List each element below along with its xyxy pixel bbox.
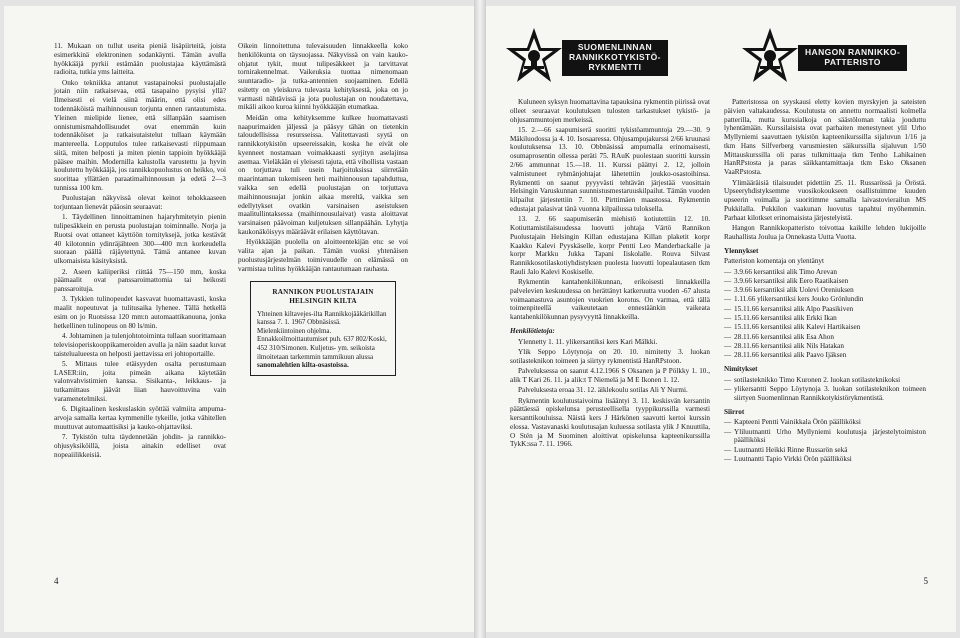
transfers-list xyxy=(724,418,926,463)
section-heading-henkilotietoja: Henkilötietoja: xyxy=(510,327,555,336)
paragraph: 11. Mukaan on tullut useita pieniä lisäpiirteitä, joista esimerkkinä elektroninen sodankäynti. Tämän avulla hyökkääjä pyrkii estämään puolustajaa käyttämästä radioita, tutkia yms laitteita. xyxy=(54,42,226,77)
badge-title-line: SUOMENLINNAN xyxy=(577,42,653,53)
list-item: — sotilasteknikko Timo Kuronen 2. luokan sotilasteknikoksi xyxy=(724,375,901,384)
list-item: — Luutnantti Heikki Rinne Russarön sekä xyxy=(724,445,848,454)
section-heading-ylennykset: Ylennykset xyxy=(724,246,759,255)
list-item: — Yliluutnantti Urho Myllyniemi koulutusja järjestelytoimiston päälliköksi xyxy=(724,427,926,445)
badge-title-line: RYKMENTTI xyxy=(588,61,642,72)
list-item: — 28.11.66 kersantiksi alik Paavo Ijäksen xyxy=(724,351,847,360)
list-item: — 28.11.66 kersantiksi alik Nils Hatakan xyxy=(724,341,844,350)
badge-title xyxy=(798,45,907,71)
badge-title xyxy=(562,40,668,75)
paragraph: Meidän oma kehityksemme kulkee huomattavasti naapurimaiden jäljessä ja pääsyy tähän on tietenkin taloudellisissa resursseissa. Valitettavasti syytä on rannikkotykistön upseereissakin, koska he eivät ole kyenneet nostamaan voimakkaasti syrjityn aselajinsa asemaa. Vieläkään ei yleisesti tajuta, että vihollista vastaan on torjuttava tuli usein harjoituksissa siirretään maarintaman tukemiseen heti maihinnousun tapahduttua, vaikka sen edellä puolustajan on torjuttava maihinnousuajat jonkin aikaa mereltä, vaikka sen edellytykset ovatkin varsinaisen aseistuksen maalitullintaksessa (maihinnousulaivat) vasta aloittavat varsinaisen päävoiman kuljetuksen sillanpäähän. Lyhytja kaukonäköisyys määräävät erilaisen käyttötavan. xyxy=(238,113,408,236)
list-item: — ylikersantti Seppo Löytynoja 3. luokan sotilasteknikon toimeen siirtyen Suomenlinnan Rannikkotykistörykmentistä. xyxy=(724,384,926,402)
paragraph: 6. Digitaalinen keskuslaskin syöttää valmiita ampuma-arvoja samalla kertaa kymmenille tykeille, jotka vähitellen muuttuvat automaattisiksi ja kauko-ohjattaviksi. xyxy=(54,405,226,431)
book-gutter xyxy=(474,0,486,638)
paragraph: 7. Tykistön tulta täydennetään johdin- ja rannikko-ohjusyksiköillä, joista ainakin edelliset ovat nopeaiilikkeisiä. xyxy=(54,433,226,459)
paragraph: 3. Tykkien tulinopeudet kasvavat huomattavasti, koska maalit nopeutuvat ja tulitusaika lyhenee. Tällä hetkellä esim on jo Ruotsissa 120 mm:n automaattikanuuna, jonka hetkellinen tulinopeus on 80 ls/min. xyxy=(54,295,226,330)
suomenlinna-regiment-badge xyxy=(502,26,668,90)
list-item: — 1.11.66 ylikersantiksi kers Jouko Grönlundin xyxy=(724,295,864,304)
paragraph: Ylennetty 1. 11. ylikersantiksi kers Kari Mälkki. xyxy=(518,337,658,346)
paragraph: Onko tekniikka antanut vastapainoksi puolustajalle jotain niin ratkaisevaa, että tasapaino pysyisi yllä? Ilmeisesti ei vielä siinä määrin, että olisi edes todennäköistä maihinnousun torjunta ennen rantautumista. Yleinen mielipide lienee, että sillanpään saamisen onnistumismahdollisuudet ovat enemmän kuin todennäköiset ja ratkaisutaistelut tullaan käymään mantereella. Lopputulos tulee ratkaisevasti riippumaan siitä, miten helposti ja miten pienin tappioin hyökkääjä pääsee maihin. Modernilla kalustolla varustettu ja hyvin koulutettu hyökkääjä, jos rannikkopuolustus on heikko, voi suorittaa yllättäen paraatimaihinnousun ja edetä 2—3 tunnissa 100 km. xyxy=(54,78,226,192)
paragraph: Rykmentin koulutustaivoima lisääntyi 3. 11. keskisvän kersantin päättäessä opiskelunsa perusteellisella tyyppikurssilla varmesti kersanttikouluissa. Näistä kers J Härkönen saavutti kertoi kurssin elossa. Vastavanaski koulutusajan kuluessa sotilasta ylik J Knuuttila, O Stén ja M Suominen aloittivat opiskelunsa kapteenikurssilla TykK:ssa 7. 11. 1966. xyxy=(510,396,710,449)
paragraph: Ylik Seppo Löytynoja on 20. 10. nimitetty 3. luokan sotilasteknikon toimeen ja siirtyy rykmentistä HanRPstoon. xyxy=(510,348,710,365)
paragraph: Oikein linnoitettuna tulevaisuuden linnakkeella koko henkilökunta on täysuojassa. Näkyvissä on vain kauko-ohjatut tykit, muut tulipesäkkeet ja tarvittavat tornirakennelmat. Vaikeuksia tuottaa nimenomaan suuntaradio- ja tutka-antennien suojaaminen. Edellä esitetty on yleiskuva tulevasta kehityksestä, joka on jo varmasti nähtävissä ja jota puolustajan on noudatettava, mikäli aikoo kuroa kiinni hyökkääjän etumatkaa. xyxy=(238,42,408,112)
box-title xyxy=(257,288,389,306)
paragraph: 4. Johtaminen ja tulenjohtotoiminta tullaan suorittamaan televisioperiskooppikameroiden avulla ja näin saadut kuvat taistelualueesta on helposti jaettavissa eri johtoportaille. xyxy=(54,332,226,358)
appointments-list xyxy=(724,376,926,403)
list-item: — Kapteeni Pentti Vainikkala Örön päälliköksi xyxy=(724,418,861,427)
paragraph: Patteristossa on syyskausi eletty kovien myrskyjen ja sateisten päivien valtakaudessa. Koulutusta on annettu normaalisti kolmella patterilla, mutta kurssialkoja on säästöloman takia jouduttu lyhentämään. Kurssilaisista ovat parhaiten menestyneet ylil Urho Myllyniemi saavuttaen tykistön kapteenikurssilla sijaluvun 1/16 ja tkm Hans Silfverberg varusmiesten säikurssilla sijaluvun 1/50 Mittauskurssilla oli paras tulkmittaaja tkm Tenho Lahikainen HanRPstosta ja paras säikkantamittaaja tkm Esko Oksanen VaaRPstosta. xyxy=(724,98,926,177)
paragraph: 13. 2. 66 saapumiserän miehistö kotiutettiin 12. 10. Kotiuttamistilaisuudessa luovutti johtaja Värtö Rannikon Puolustajain Helsingin Killan edustajana Killan plaketit korpr Kaakko Kalevi Pyyskäselle, korpr Pentti Leo Manderbackalle ja korpr Markku Jukka Tapani Iiskolalle. Rouva Silvast Rannikkosotilaskotiyhdistyksen puolesta luovutti lopealautasen tkm Rauli Jalo Kalevi Koskiselle. xyxy=(510,215,710,276)
paragraph: Patteriston komentaja on ylentänyt xyxy=(724,257,825,266)
paragraph: Ylimääräisiä tilaisuudet pidettiin 25. 11. Russarössä ja Öröstä. Upseeryhdistyksemme vuosikokoukseen osallistuimme kuuden upseerin voimalla ja suoritimme samalla laivastovierailun MS Pukkilalla. Pukkilon vaakunan luovutus tapahtui myöhemmin. Parhaat kilotkset erinomaisista järjestelyistä. xyxy=(724,178,926,222)
right-column-2 xyxy=(724,98,926,464)
paragraph: Palveluksessa on saanut 4.12.1966 S Oksanen ja P Pölkky 1. 10., alik T Kari 26. 11. ja alik:t T Niemelä ja M E Ikonen 1. 12. xyxy=(510,367,710,384)
promotions-list xyxy=(724,268,926,360)
right-column-1 xyxy=(510,98,710,451)
badge-title-line: RANNIKKOTYKISTÖ- xyxy=(569,52,661,63)
list-item: — 15.11.66 kersantiksi alik Erkki Ikan xyxy=(724,313,837,322)
right-page xyxy=(486,6,956,632)
paragraph: 15. 2.—66 saapumiserä suoritti tykistöammuntoja 29.—30. 9 Mäkiluodossa ja 4. 10. Isosaaressa. Ohjusampujakurssi 2/66 kruunasi koulutuksensa 13. 10. Obbnäsissä ampumalla erinomaisesti, osumaprosentin ollessa peräti 75. RAuK puolestaan suoritti kurssin 2/66 ammunnat 15.—18. 11. Kurssi päättyi 2. 12, jolloin valmistuneet ryhmänjohtajat lähetettiin joukko-osastoihinsa. Rykmentti on saanut pyyyvästi tehtävän järjestää vuosittain Helsingin Varuskunnan suunnistusmestaruuskilpailut. Tämän vuoden kilpailut järjestettiin 7. 10. Pirttimäen maastossa. Rykmentin edustajat palasivat tänä vuonna kilpailussa tuloksella. xyxy=(510,125,710,213)
list-item: — 3.9.66 kersantiksi alik Timo Arevan xyxy=(724,267,838,276)
hanko-battery-badge xyxy=(738,26,907,90)
box-title-line-1: RANNIKON PUOLUSTAJAIN xyxy=(272,288,374,297)
page-number: 5 xyxy=(923,576,928,586)
paragraph: Palveluksesta eroaa 31. 12. äiklekoulu sotilas Ali Y Nurmi. xyxy=(518,386,688,395)
star-cannon-emblem-icon xyxy=(502,26,566,90)
badge-title-line: PATTERISTO xyxy=(824,57,881,67)
badge-title-line: HANGON RANNIKKO- xyxy=(805,47,901,58)
paragraph: 1. Täydellinen linnoittaminen hajaryhmitetyin pienin tulipesäkkein en perusta puolustajan toiminnalle. Norja ja Ruotsi ovat ottaneet käyttöön tornityksejä, jotka kestävät 40 kilotonnin ydinräjähteen 300—400 m:n korkeudella suoraan päällä räjäytettynä. Tämä antanee kuvan ulkomaisista käsityksistä. xyxy=(54,213,226,266)
box-body-emphasis: sanomalehtien kilta-osastoissa. xyxy=(257,361,349,370)
paragraph: Hyökkääjän puolella on aloitteentekijän etu: se voi valita ajan ja paikan. Tämän vuoksi yhtenäisen puolustusjärjestelmän toimivuudelle on elämässä on varmistaa tulitus hyökkääjän rantautumaan rauhasta. xyxy=(238,238,408,273)
left-column-1 xyxy=(54,42,226,461)
page-number: 4 xyxy=(54,576,59,586)
section-heading-nimitykset: Nimitykset xyxy=(724,364,758,373)
kilta-announcement-box xyxy=(250,281,396,375)
list-item: — 28.11.66 kersantiksi alik Esa Ahon xyxy=(724,332,834,341)
paragraph: Rykmentin kantahenkilökunnan, erikoisesti linnakkeilla palvelevien keskuudessa on herättänyt katkeruutta vuoden -67 alusta voimaanastuva asuntojen vuokrien korotus. On varmaa, että tällä toimenpiteellä vaikeutetaan ennestäänkin vaikeata kantahenkilökunnan pysyvyyttä linnakkeilla. xyxy=(510,278,710,322)
paragraph: Kuluneen syksyn huomattavina tapauksina rykmentin piirissä ovat olleet seuraavat koulutuksen tulosten tarkastukset tykistö- ja ohjusammuntojen merkeissä. xyxy=(510,98,710,124)
box-title-line-2: HELSINGIN KILTA xyxy=(289,297,357,306)
left-column-2 xyxy=(238,42,408,376)
paragraph: 5. Mittaus tulee etäisyyden osalta perustumaan LASER:iin, joita pimeän aikana käytetään valonvahvistimien kanssa. Sisikanta-, leikkaus- ja tutkamittaus jäävät liian hauvoittuvina vain varamenetelmiksi. xyxy=(54,359,226,403)
box-body xyxy=(257,310,389,370)
list-item: — 3.9.66 kersantiksi alik Eero Raatikaisen xyxy=(724,276,849,285)
box-body-text: Yhteinen kiltavejes-ilta Rannikkojääkärikillan kanssa 7. 1. 1967 Obbnäsissä. Mielenkiintoinen ohjelma. Ennakkoilmoittautumiset puh. 637 802/Koski, 452 310/Simonen. Kuljetus- ym. seikoista ilmoitetaan tarkemmin tammikuun alussa xyxy=(257,309,387,361)
star-cannon-emblem-icon xyxy=(738,26,802,90)
section-heading-siirrot: Siirrot xyxy=(724,407,745,416)
paragraph: 2. Aseen kaliiperiksi riittää 75—150 mm, koska päämaalit ovat panssaroimattomia tai heikosti panssaroituja. xyxy=(54,267,226,294)
list-item: — 15.11.66 kersantiksi alik Kalevi Hartikaisen xyxy=(724,323,861,332)
paragraph: Hangon Rannikkopatteristo toivottaa kaikille lehden lukijoille Rauhallista Joulua ja Onnekasta Uutta Vuotta. xyxy=(724,223,926,241)
list-item: — Luutnantti Tapio Virkki Örön päälliköksi xyxy=(724,454,852,463)
list-item: — 3.9.66 kersantiksi alik Uolevi Oreniuksen xyxy=(724,286,854,295)
left-page xyxy=(4,6,474,632)
list-item: — 15.11.66 kersantiksi alik Alpo Paasikiven xyxy=(724,304,854,313)
paragraph: Puolustajan näkyvissä olevat keinot tehokkaaseen torjuntaan lienevät pääosin seuraavat: xyxy=(54,194,226,212)
